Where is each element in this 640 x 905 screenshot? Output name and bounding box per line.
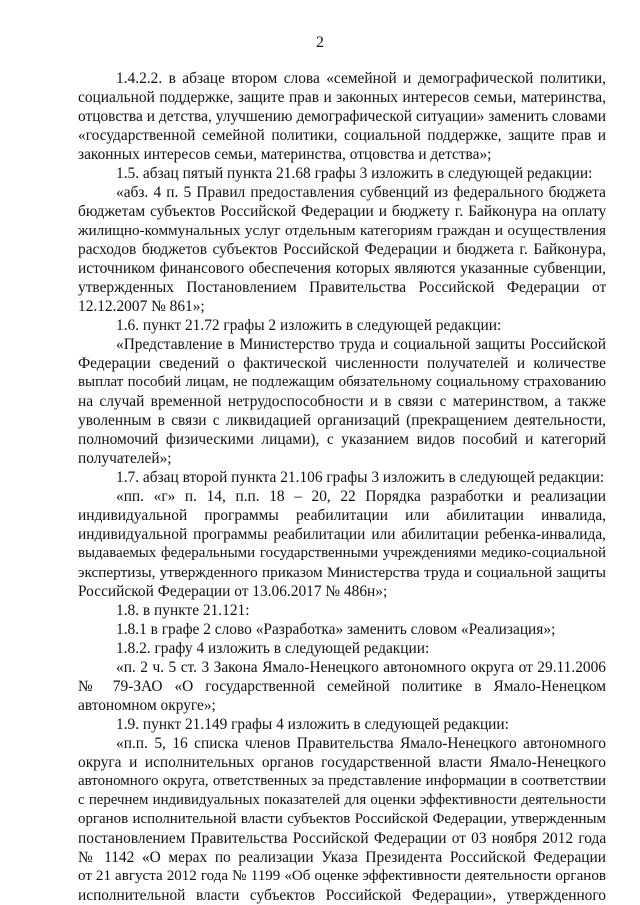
text-line: индивидуальной программы реабилитации или абилитации инвалида, — [78, 507, 606, 524]
text-line: исполнительной власти субъектов Российской Федерации», утвержденного — [78, 887, 606, 904]
text-line: выдаваемых федеральными государственными учреждениями медико-социальной — [78, 545, 606, 561]
text-line: 1.8. в пункте 21.121: — [116, 602, 250, 619]
page-number: 2 — [316, 34, 324, 51]
text-line: расходов бюджетов субъектов Российской Федерации и бюджета г. Байконура, — [78, 241, 606, 258]
text-line: с перечнем индивидуальных показателей для оценки эффективности деятельности — [78, 792, 606, 808]
text-line: получателей»; — [78, 450, 172, 467]
text-line: индивидуальной программы реабилитации или абилитации ребенка-инвалида, — [78, 526, 606, 543]
text-line: утвержденных Постановлением Правительства Российской Федерации от — [78, 279, 606, 296]
text-line: «п. 2 ч. 5 ст. 3 Закона Ямало-Ненецкого автономного округа от 29.11.2006 — [116, 659, 606, 676]
text-line: 1.6. пункт 21.72 графы 2 изложить в следующей редакции: — [116, 317, 502, 334]
text-line: 1.7. абзац второй пункта 21.106 графы 3 изложить в следующей редакции: — [116, 469, 605, 486]
text-line: полномочий физическими лицами), с указанием видов пособий и категорий — [78, 431, 606, 448]
text-line: «пп. «г» п. 14, п.п. 18 – 20, 22 Порядка разработки и реализации — [116, 488, 606, 505]
text-line: 1.8.2. графу 4 изложить в следующей редакции: — [116, 640, 430, 657]
text-line: жилищно-коммунальных услуг отдельным категориям граждан и осуществления — [78, 222, 606, 239]
text-line: округа и исполнительных органов государственной власти Ямало-Ненецкого — [78, 754, 606, 771]
text-line: «Представление в Министерство труда и социальной защиты Российской — [116, 336, 606, 353]
text-line: 1.9. пункт 21.149 графы 4 изложить в следующей редакции: — [116, 716, 509, 733]
text-line: источником финансового обеспечения которых являются указанные субвенции, — [78, 260, 606, 277]
text-line: «государственной семейной политики, социальной поддержке, защите прав и — [78, 127, 606, 144]
text-line: социальной поддержке, защите прав и законных интересов семьи, материнства, — [78, 89, 606, 106]
text-line: законных интересов семьи, материнства, отцовства и детства»; — [78, 146, 492, 163]
text-line: № 1142 «О мерах по реализации Указа Президента Российской Федерации — [78, 849, 606, 866]
text-line: на случай временной нетрудоспособности и в связи с материнством, а также — [78, 393, 606, 410]
text-line: автономного округа, ответственных за представление информации в соответствии — [78, 773, 606, 789]
text-line: 1.4.2.2. в абзаце втором слова «семейной и демографической политики, — [116, 70, 606, 87]
text-line: органов исполнительной власти субъектов Российской Федерации, утвержденным — [78, 811, 606, 827]
text-line: экспертизы, утвержденного приказом Министерства труда и социальной защиты — [78, 564, 606, 581]
text-line: «п.п. 5, 16 списка членов Правительства Ямало-Ненецкого автономного — [116, 735, 606, 752]
text-line: автономном округе»; — [78, 697, 216, 714]
text-line: отцовства и детства, улучшению демографической ситуации» заменить словами — [78, 108, 606, 125]
text-line: бюджетам субъектов Российской Федерации и бюджету г. Байконура на оплату — [78, 203, 606, 220]
text-line: «абз. 4 п. 5 Правил предоставления субвенций из федерального бюджета — [116, 184, 606, 201]
text-line: от 21 августа 2012 года № 1199 «Об оценке эффективности деятельности органов — [78, 868, 606, 884]
document-body — [78, 69, 606, 905]
text-line: № 79-ЗАО «О государственной семейной политике в Ямало-Ненецком — [78, 678, 606, 695]
text-line: Федерации сведений о фактической численности получателей и количестве — [78, 355, 606, 372]
text-line: 12.12.2007 № 861»; — [78, 298, 205, 315]
text-line: постановлением Правительства Российской Федерации от 03 ноября 2012 года — [78, 830, 606, 847]
text-line: Российской Федерации от 13.06.2017 № 486н»; — [78, 583, 388, 600]
text-line: уволенным в связи с ликвидацией организаций (прекращением деятельности, — [78, 412, 606, 429]
text-line: выплат пособий лицам, не подлежащим обязательному социальному страхованию — [78, 374, 606, 390]
text-line: 1.8.1 в графе 2 слово «Разработка» заменить словом «Реализация»; — [116, 621, 556, 638]
text-line: 1.5. абзац пятый пункта 21.68 графы 3 изложить в следующей редакции: — [116, 165, 593, 182]
